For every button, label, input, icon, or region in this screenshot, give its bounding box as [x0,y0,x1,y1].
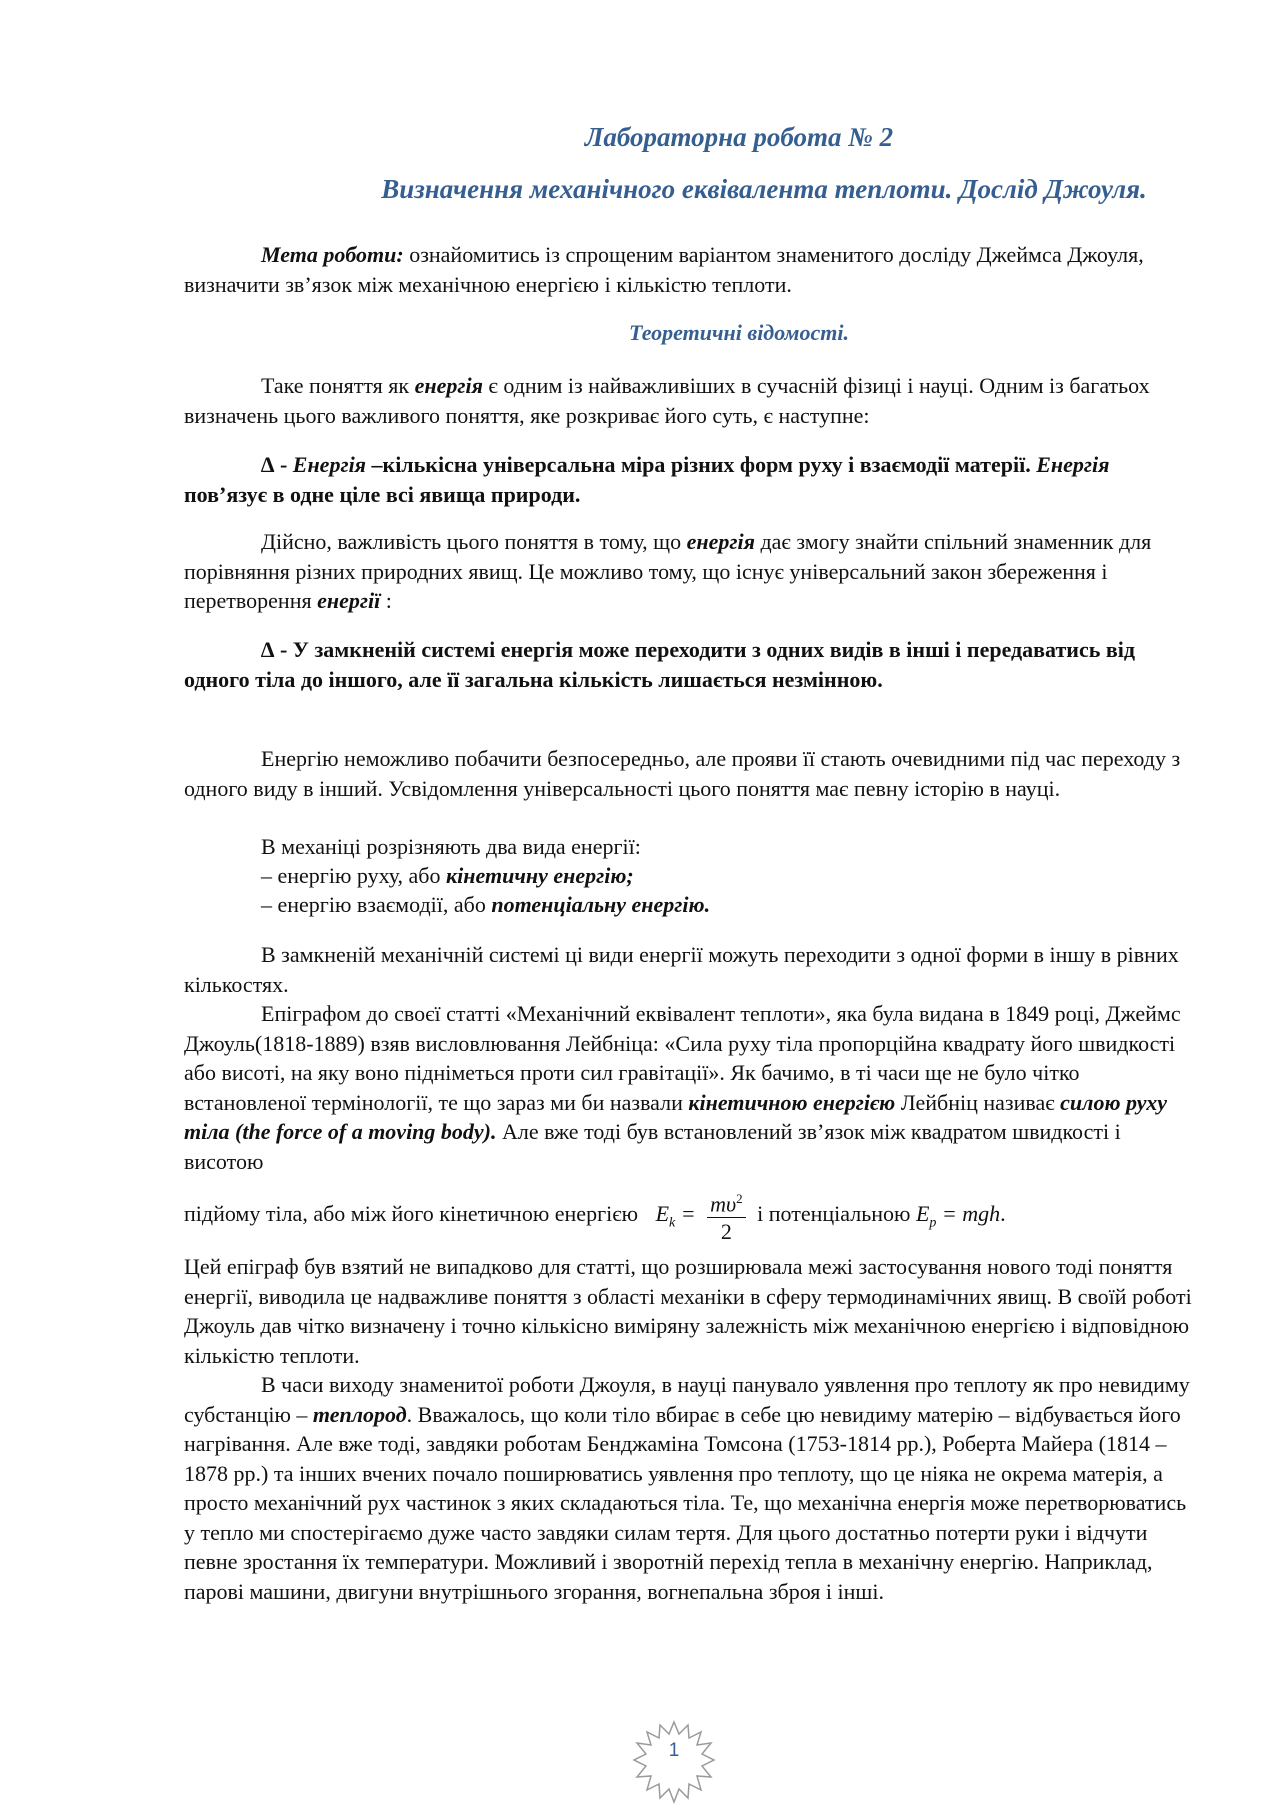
def1-term: Енергія [292,452,367,477]
ek-subscript: k [669,1215,676,1231]
aim-paragraph [184,240,1194,299]
aim-text: ознайомитись із спрощеним варіантом знаменитого досліду Джеймса Джоуля, визначити зв’язок між механічною енергією і кількістю теплоти. [184,242,1144,297]
section-title: Теоретичні відомості. [629,320,849,345]
p2-text-e: : [380,588,392,613]
p2-term-energy-2: енергії [317,588,381,613]
p8-text-c: . Вважалось, що коли тіло вбирає в себе цю невидиму матерію – відбувається його нагрівання. Але вже тоді, завдяки роботам Бенджаміна Томсона (1753-1814 рр.), Роберта Майера (1814 – 1878 рр.) та інших вчених почало поширюватись уявлення про теплоту, що це ніяка не окрема матерія, а просто механічний рух частинок з яких складаються тіла. Те, що механічна енергія може перетворюватись у тепло ми спостерігаємо дуже часто завдяки силам тертя. Для цього достатньо потерти руки і відчути певне зростання їх температури. Можливий і зворотній перехід тепла в механічну енергію. Наприклад, парові машини, двигуни внутрішнього згорання, вогнепальна зброя і інші. [184,1401,1187,1604]
formula-end: . [1000,1201,1006,1227]
paragraph-1 [184,371,1194,430]
p1-text-c: є одним із найважливіших в сучасній фізиці і науці. Одним із багатьох визначень цього важливого поняття, яке розкриває його суть, є наступне: [184,373,1150,428]
list-item-potential [184,890,1271,920]
list-item-1-term: кінетичну енергію; [446,863,634,888]
def2-text: У замкненій системі енергія може переходити з одних видів в інші і передаватись від одного тіла до іншого, але її загальна кількість лишається незмінною. [184,637,1135,692]
ek-fraction [707,1186,746,1246]
p2-text-a: Дійсно, важливість цього поняття в тому, що [261,529,687,554]
ek-symbol: E [655,1201,670,1227]
page-number: 1 [668,1740,680,1761]
ep-subscript: p [929,1215,937,1231]
def2-delta: ∆ - [261,637,293,662]
p6-term-force: силою руху тіла (the force of a moving body). [184,1089,1167,1144]
p1-term-energy: енергія [414,373,483,398]
definition-conservation [184,635,1194,694]
list-item-2-text: – енергію взаємодії, або [261,892,492,917]
p8-text-a: В часи виходу знаменитої роботи Джоуля, в науці панувало уявлення про теплоту як про невидиму субстанцію – [184,1372,1190,1427]
page-number-starburst-icon [632,1720,716,1804]
def1-text: –кількісна універсальна міра різних форм руху і взаємодії матерії. [366,452,1037,477]
ek-numerator [707,1186,746,1218]
definition-energy [184,450,1194,509]
def1-term-2: Енергія [1036,452,1110,477]
paragraph-7: Цей епіграф був взятий не випадково для статті, що розширювала межі застосування нового тоді поняття енергії, виводила це надважливе поняття з області механіки в сферу термодинамічних явищ. В своїй роботі Джоуль дав чітко визначену і точно кількісно виміряну залежність між механічною енергією і відповідною кількістю теплоти. [184,1254,1192,1368]
lab-subtitle: Визначення механічного еквівалента теплоти. Дослід Джоуля. [381,174,1147,204]
ek-numerator-text: mυ [710,1191,737,1217]
paragraph-3: Енергію неможливо побачити безпосередньо, але прояви її стають очевидними під час переходу з одного виду в інший. Усвідомлення універсальності цього поняття має певну історію в науці. [184,746,1181,801]
ek-equals: = [675,1201,702,1227]
ek-denominator: 2 [720,1219,732,1245]
list-item-1-text: – енергію руху, або [261,863,447,888]
formula-line-text-b: і потенціальною [751,1201,916,1227]
paragraph-6 [184,999,1194,1176]
p6-text-c: Лейбніц називає [895,1089,1061,1115]
p6-term-kinetic: кінетичною енергією [688,1089,896,1115]
kinetic-energy-formula [655,1191,752,1245]
ep-symbol: E [915,1201,930,1227]
paragraph-2 [184,527,1194,616]
potential-energy-formula [915,1201,1001,1231]
ep-rhs: = mgh [936,1201,1001,1227]
ek-numerator-sup: 2 [736,1191,743,1206]
list-item-kinetic [184,861,1271,891]
aim-label: Мета роботи: [261,242,404,267]
def1-delta: ∆ - [261,452,293,477]
lab-title: Лабораторна робота № 2 [584,122,894,152]
def1-text-2: пов’язує в одне ціле всі явища природи. [184,481,581,507]
formula-line [184,1186,1194,1246]
formula-line-text: підйому тіла, або між його кінетичною енергією [184,1201,639,1227]
p1-text-a: Таке поняття як [261,373,415,398]
paragraph-4: В механіці розрізняють два вида енергії: [261,834,641,859]
paragraph-8 [184,1370,1194,1606]
list-item-2-term: потенціальну енергію. [491,892,711,917]
p8-term-caloric: теплород [312,1401,407,1427]
p6-text-e: Але вже тоді був встановлений зв’язок між квадратом швидкості і висотою [184,1119,1121,1174]
p2-text-c: дає змогу знайти спільний знаменник для порівняння різних природних явищ. Це можливо тому, що існує універсальний закон збереження і перетворення [184,529,1152,613]
p2-term-energy: енергія [686,529,755,554]
paragraph-5: В замкненій механічній системі ці види енергії можуть переходити з одної форми в іншу в рівних кількостях. [184,942,1179,997]
p6-text-a: Епіграфом до своєї статті «Механічний еквівалент теплоти», яка була видана в 1849 році, Джеймс Джоуль(1818-1889) взяв висловлювання Лейбніца: «Сила руху тіла пропорційна квадрату його швидкості або висоті, на яку воно підніметься проти сил гравітації». Як бачимо, в ті часи ще не було чітко встановленої термінології, те що зараз ми би назвали [184,1001,1181,1115]
